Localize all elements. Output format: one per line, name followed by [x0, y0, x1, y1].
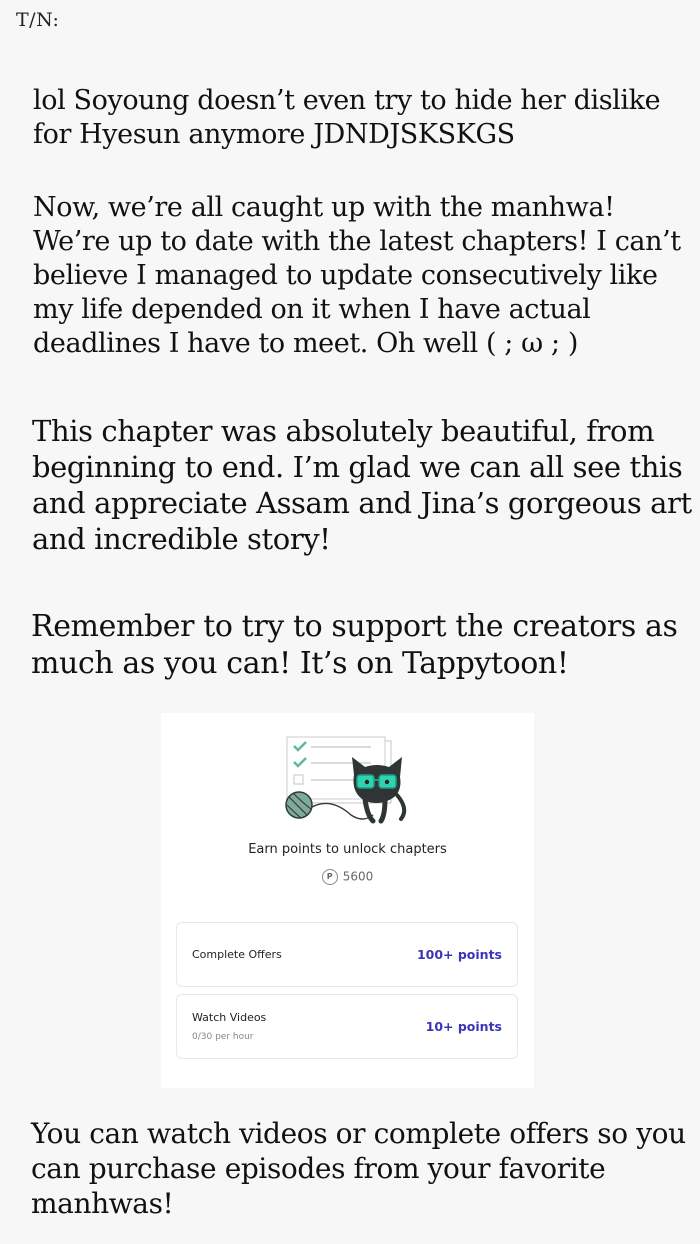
- note-paragraph-5: You can watch videos or complete offers so you can purchase episodes from your favorite manhwas!: [31, 1117, 686, 1220]
- tappytoon-points-screenshot: [161, 713, 534, 1088]
- note-paragraph-4: Remember to try to support the creators as much as you can! It’s on Tappytoon!: [31, 609, 678, 681]
- offer-points: 100+ points: [416, 947, 502, 962]
- offer-points: 10+ points: [425, 1019, 502, 1034]
- points-balance: [161, 869, 534, 885]
- tn-label: T/N:: [16, 9, 60, 31]
- points-coin-icon: P: [322, 869, 338, 885]
- offer-subtitle: 0/30 per hour: [192, 1032, 254, 1042]
- note-paragraph-1: lol Soyoung doesn’t even try to hide her dislike for Hyesun anymore JDNDJSKSKGS: [33, 85, 661, 150]
- note-paragraph-3: This chapter was absolutely beautiful, from beginning to end. I’m glad we can all see this and appreciate Assam and Jina’s gorgeous art and incredible story!: [32, 414, 692, 556]
- offer-title: Complete Offers: [192, 948, 282, 961]
- cat-mascot-icon: [352, 757, 404, 821]
- complete-offers-option[interactable]: [176, 922, 518, 987]
- note-paragraph-2: Now, we’re all caught up with the manhwa! We’re up to date with the latest chapters! I can’t believe I managed to update consecutively like my life depended on it when I have actual deadlines I have to meet. Oh well ( ; ω ; ): [33, 192, 681, 359]
- points-balance-value: 5600: [342, 869, 374, 884]
- earn-points-text: Earn points to unlock chapters: [248, 842, 447, 857]
- earn-points-illustration: [281, 735, 416, 830]
- offer-title: Watch Videos: [192, 1011, 267, 1024]
- watch-videos-option[interactable]: [176, 994, 518, 1059]
